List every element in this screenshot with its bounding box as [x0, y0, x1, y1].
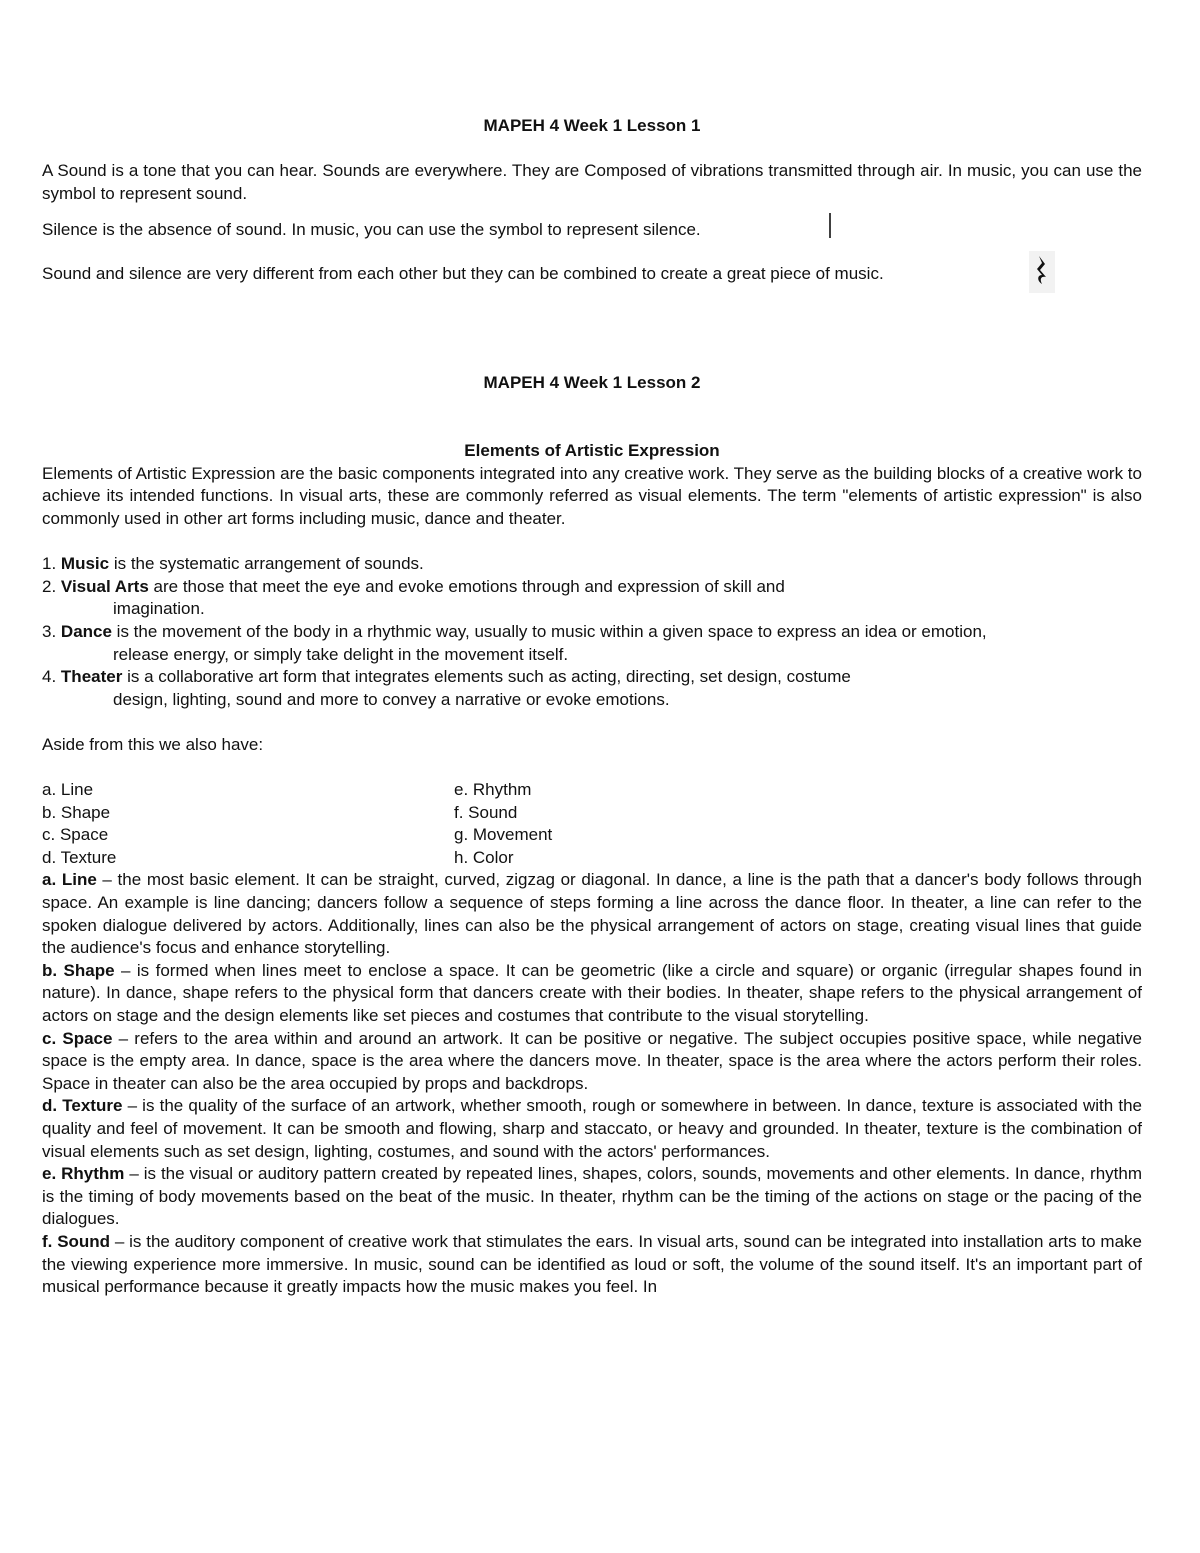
lesson2-subtitle: Elements of Artistic Expression: [464, 441, 720, 461]
list-item: g. Movement: [454, 825, 553, 845]
combine-line: [42, 263, 1142, 286]
lesson1-paragraph-combine: Sound and silence are very different from each other but they can be combined to create a great piece of music.: [42, 263, 884, 283]
list-item-continuation: release energy, or simply take delight in the movement itself.: [113, 644, 569, 664]
list-item: 1. Music is the systematic arrangement of sounds.: [42, 554, 424, 574]
document-page: [42, 115, 1142, 1299]
definition-rhythm: e. Rhythm – is the visual or auditory pattern created by repeated lines, shapes, colors, sounds, movements and other elements. In dance, rhythm is the timing of body movements based on the beat of the music. In theater, rhythm can be the timing of the actions on stage or the pacing of the dialogues.: [42, 1164, 1142, 1229]
list-item-continuation: design, lighting, sound and more to convey a narrative or evoke emotions.: [113, 689, 670, 709]
list-item: b. Shape: [42, 802, 111, 822]
definition-space: c. Space – refers to the area within and around an artwork. It can be positive or negative. The subject occupies positive space, while negative space is the empty area. In dance, space is the area where the dancers move. In theater, space is the area where the actors perform their roles. Space in theater can also be the area occupied by props and backdrops.: [42, 1028, 1142, 1093]
art-forms-list: [42, 553, 1142, 711]
elements-list: [42, 779, 1142, 869]
list-item: c. Space: [42, 825, 109, 845]
lesson1-paragraph-sound: A Sound is a tone that you can hear. Sounds are everywhere. They are Composed of vibrations transmitted through air. In music, you can use the symbol to represent sound.: [42, 161, 1142, 203]
list-item: 2. Visual Arts are those that meet the eye and evoke emotions through and expression of skill and: [42, 576, 785, 596]
definition-sound: f. Sound – is the auditory component of creative work that stimulates the ears. In visual arts, sound can be integrated into installation arts to make the viewing experience more immersive. In music, sound can be identified as loud or soft, the volume of the sound itself. It's an important part of musical performance because it greatly impacts how the music makes you feel. In: [42, 1231, 1142, 1297]
lesson1-paragraph-silence: Silence is the absence of sound. In music, you can use the symbol to represent silence.: [42, 220, 701, 240]
quarter-note-stem-icon: [825, 211, 835, 241]
list-item: 4. Theater is a collaborative art form that integrates elements such as acting, directing, set design, costume: [42, 667, 851, 687]
elements-column-right: [454, 779, 866, 869]
list-item-continuation: imagination.: [113, 599, 205, 619]
elements-column-left: [42, 779, 454, 869]
list-item: h. Color: [454, 847, 514, 867]
lesson2-title: MAPEH 4 Week 1 Lesson 2: [483, 372, 701, 392]
definitions: [42, 869, 1142, 1298]
list-item: f. Sound: [454, 802, 518, 822]
list-item: e. Rhythm: [454, 780, 532, 800]
silence-line: [42, 219, 1142, 242]
list-item: a. Line: [42, 780, 94, 800]
lesson2-intro: Elements of Artistic Expression are the basic components integrated into any creative work. They serve as the building blocks of a creative work to achieve its intended functions. In visual arts, these are commonly referred as visual elements. The term "elements of artistic expression" is also commonly used in other art forms including music, dance and theater.: [42, 463, 1142, 528]
quarter-rest-icon: [1029, 251, 1055, 293]
lesson1-title: MAPEH 4 Week 1 Lesson 1: [483, 116, 701, 135]
definition-texture: d. Texture – is the quality of the surface of an artwork, whether smooth, rough or somewhere in between. In dance, texture is associated with the quality and feel of movement. It can be smooth and flowing, sharp and staccato, or heavy and grounded. In theater, texture is the combination of visual elements such as set design, lighting, costumes, and sound with the actors' performances.: [42, 1096, 1142, 1161]
list-item: d. Texture: [42, 847, 117, 867]
definition-shape: b. Shape – is formed when lines meet to enclose a space. It can be geometric (like a circle and square) or organic (irregular shapes found in nature). In dance, shape refers to the physical form that dancers create with their bodies. In theater, shape refers to the physical arrangement of actors on stage and the design elements like set pieces and costumes that contribute to the visual storytelling.: [42, 960, 1142, 1025]
list-item: 3. Dance is the movement of the body in a rhythmic way, usually to music within a given space to express an idea or emotion,: [42, 621, 987, 641]
definition-line: a. Line – the most basic element. It can be straight, curved, zigzag or diagonal. In dance, a line is the path that a dancer's body follows through space. An example is line dancing; dancers follow a sequence of steps forming a line across the dance floor. In theater, a line can refer to the spoken dialogue delivered by actors. Additionally, lines can also be the physical arrangement of actors on stage, creating visual lines that guide the audience's focus and enhance storytelling.: [42, 870, 1142, 958]
aside-text: Aside from this we also have:: [42, 734, 264, 754]
